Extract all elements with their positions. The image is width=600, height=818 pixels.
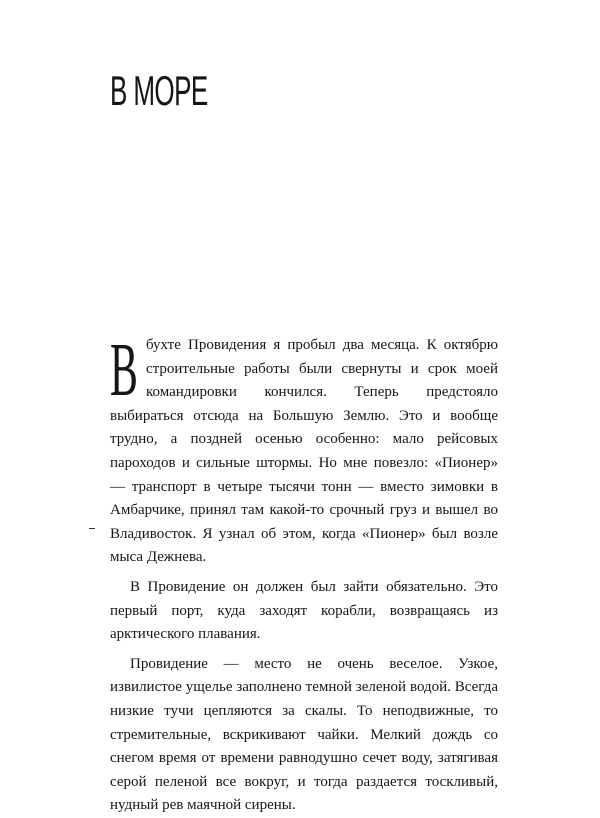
- drop-cap: В: [110, 328, 138, 412]
- paragraph-1: [110, 328, 498, 570]
- paragraph-2: В Провидение он должен был зайти обязательно. Это первый порт, куда заходят корабли, возвращаясь из арктического плавания.: [110, 578, 498, 643]
- chapter-title: В МОРЕ: [110, 67, 208, 114]
- margin-mark: [89, 528, 95, 529]
- body-text: [110, 328, 498, 818]
- paragraph-3: Провидение — место не очень веселое. Узкое, извилистое ущелье заполнено темной зеленой водой. Всегда низкие тучи цепляются за скалы. То неподвижные, то стремительные, вскрикивают чайки. Мелкий дождь со снегом время от времени равнодушно сечет воду, затягивая серой пеленой все вокруг, и тогда раздается тоскливый, нудный рев маячной сирены.: [110, 655, 498, 814]
- paragraph-1-text: бухте Провидения я пробыл два месяца. К октябрю строительные работы были свернуты и срок моей командировки кончился. Теперь предстояло выбираться отсюда на Большую Землю. Это и вообще трудно, а поздней осенью особенно: мало рейсовых пароходов и сильные штормы. Но мне повезло: «Пионер» — транспорт в четыре тысячи тонн — вместо зимовки в Амбарчике, принял там какой-то срочный груз и вышел во Владивосток. Я узнал об этом, когда «Пионер» был возле мыса Дежнева.: [110, 337, 498, 566]
